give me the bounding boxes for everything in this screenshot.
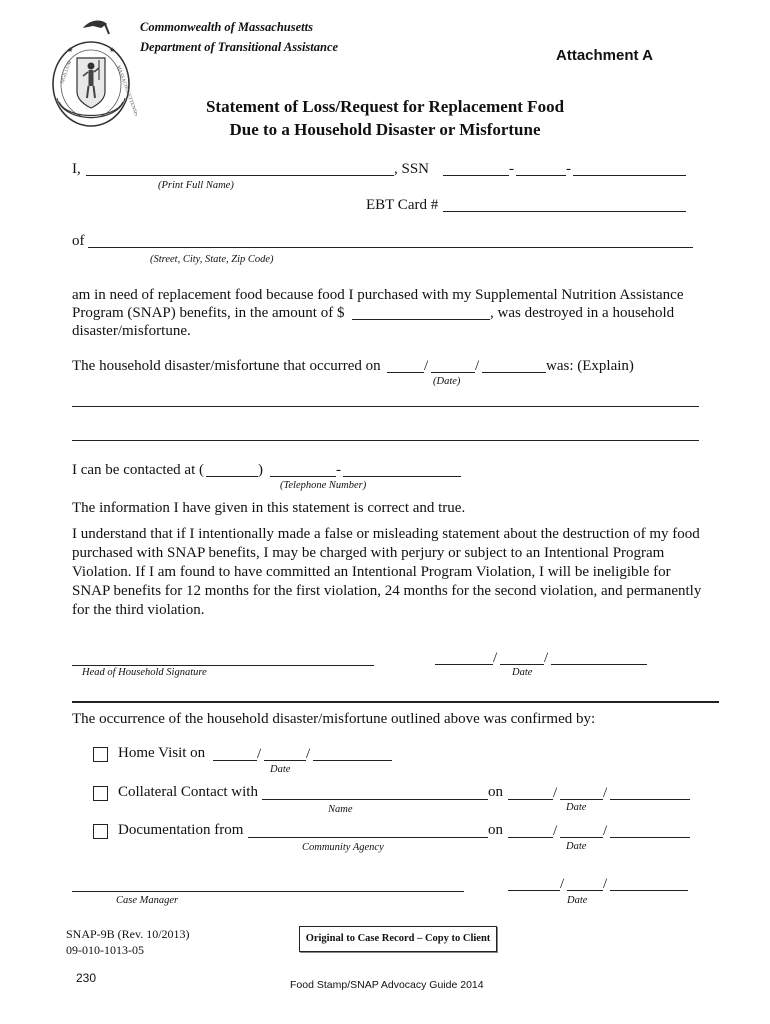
name-caption: (Print Full Name): [158, 180, 234, 191]
collateral-name-caption: Name: [328, 804, 353, 815]
form-code: 09-010-1013-05: [66, 943, 144, 957]
home-visit-day-field[interactable]: [264, 760, 306, 761]
svg-text:MASSACHUSETTENSIS: MASSACHUSETTENSIS: [115, 64, 137, 118]
documentation-date-caption: Date: [566, 841, 587, 852]
case-manager-date-caption: Date: [567, 895, 588, 906]
documentation-year-field[interactable]: [610, 837, 690, 838]
need-line-2a: Program (SNAP) benefits, in the amount of $: [72, 305, 345, 321]
collateral-day-field[interactable]: [560, 799, 603, 800]
phone-number-field[interactable]: [343, 476, 461, 477]
phone-caption: (Telephone Number): [280, 480, 367, 491]
disaster-day-field[interactable]: [431, 372, 475, 373]
address-caption: (Street, City, State, Zip Code): [150, 254, 274, 265]
attachment-label: Attachment A: [556, 47, 653, 64]
ssn-separator-1: -: [509, 161, 514, 177]
confirmation-intro: The occurrence of the household disaster/misfortune outlined above was confirmed by:: [72, 711, 596, 727]
understand-line: I understand that if I intentionally made a false or misleading statement about the destruction of my food: [72, 526, 700, 542]
agency-line-1: Commonwealth of Massachusetts: [140, 20, 313, 34]
home-visit-year-field[interactable]: [313, 760, 392, 761]
svg-text:SIGILLUM: SIGILLUM: [60, 60, 74, 85]
signature-field[interactable]: [72, 665, 374, 666]
home-visit-checkbox[interactable]: [93, 747, 108, 762]
signature-caption: Head of Household Signature: [82, 667, 207, 678]
form-title-line-1: Statement of Loss/Request for Replacement Food: [205, 97, 565, 116]
collateral-contact-label: Collateral Contact with: [118, 784, 258, 800]
signature-date-sep-1: /: [493, 650, 498, 666]
ssn-label: , SSN: [394, 161, 430, 177]
form-title-line-2: Due to a Household Disaster or Misfortune: [229, 120, 541, 139]
collateral-name-field[interactable]: [262, 799, 488, 800]
phone-prefix-field[interactable]: [270, 476, 336, 477]
need-line-1: am in need of replacement food because food I purchased with my Supplemental Nutrition Assistance: [72, 287, 684, 303]
guide-title: Food Stamp/SNAP Advocacy Guide 2014: [290, 979, 484, 991]
form-id: SNAP-9B (Rev. 10/2013): [66, 927, 190, 941]
page-number: 230: [76, 971, 97, 985]
collateral-contact-checkbox[interactable]: [93, 786, 108, 801]
home-visit-sep-1: /: [257, 746, 262, 762]
full-name-field[interactable]: [86, 175, 394, 176]
collateral-year-field[interactable]: [610, 799, 690, 800]
home-visit-month-field[interactable]: [213, 760, 257, 761]
documentation-sep-2: /: [603, 823, 608, 839]
understand-line: Violation. If I am found to have committed an Intentional Program Violation, I will be ineligible for: [72, 564, 671, 580]
documentation-checkbox[interactable]: [93, 824, 108, 839]
svg-text:★: ★: [67, 46, 74, 54]
signature-date-sep-2: /: [544, 650, 549, 666]
svg-text:★: ★: [109, 46, 116, 54]
signature-date-caption: Date: [512, 667, 533, 678]
contact-dash: -: [336, 462, 341, 478]
documentation-label: Documentation from: [118, 822, 244, 838]
understand-line: purchased with SNAP benefits, I may be charged with perjury or subject to an Intentional Program: [72, 545, 665, 561]
signature-day-field[interactable]: [500, 664, 544, 665]
case-manager-caption: Case Manager: [116, 895, 179, 906]
disaster-suffix: was: (Explain): [546, 358, 634, 374]
correct-statement: The information I have given in this statement is correct and true.: [72, 500, 466, 516]
agency-line-2: Department of Transitional Assistance: [140, 40, 339, 54]
ssn-field-1[interactable]: [443, 175, 509, 176]
documentation-sep-1: /: [553, 823, 558, 839]
disaster-text: The household disaster/misfortune that occurred on: [72, 358, 381, 374]
ebt-card-field[interactable]: [443, 211, 686, 212]
disaster-month-field[interactable]: [387, 372, 424, 373]
case-manager-sep-2: /: [603, 876, 608, 892]
disaster-sep-1: /: [424, 358, 429, 374]
explain-line-1[interactable]: [72, 406, 699, 407]
address-prefix: of: [72, 233, 85, 249]
amount-field[interactable]: [352, 319, 490, 320]
documentation-on: on: [488, 822, 503, 838]
collateral-month-field[interactable]: [508, 799, 553, 800]
ssn-field-3[interactable]: [573, 175, 686, 176]
signature-year-field[interactable]: [551, 664, 647, 665]
address-field[interactable]: [88, 247, 693, 248]
ssn-field-2[interactable]: [516, 175, 566, 176]
home-visit-date-caption: Date: [270, 764, 291, 775]
disaster-date-caption: (Date): [433, 376, 461, 387]
section-divider: [72, 701, 719, 703]
documentation-day-field[interactable]: [560, 837, 603, 838]
home-visit-label: Home Visit on: [118, 745, 206, 761]
disaster-year-field[interactable]: [482, 372, 546, 373]
case-manager-field[interactable]: [72, 891, 464, 892]
routing-box: Original to Case Record – Copy to Client: [299, 926, 497, 952]
understand-line: for the third violation.: [72, 602, 205, 618]
contact-close-paren: ): [258, 462, 263, 478]
collateral-sep-2: /: [603, 785, 608, 801]
understand-line: SNAP benefits for 12 months for the first violation, 24 months for the second violation, and permanently: [72, 583, 702, 599]
documentation-month-field[interactable]: [508, 837, 553, 838]
community-agency-field[interactable]: [248, 837, 488, 838]
explain-line-2[interactable]: [72, 440, 699, 441]
disaster-sep-2: /: [475, 358, 480, 374]
need-line-2b: , was destroyed in a household: [490, 305, 675, 321]
need-line-3: disaster/misfortune.: [72, 323, 191, 339]
case-manager-day-field[interactable]: [567, 890, 603, 891]
case-manager-month-field[interactable]: [508, 890, 560, 891]
ssn-separator-2: -: [566, 161, 571, 177]
signature-month-field[interactable]: [435, 664, 493, 665]
case-manager-sep-1: /: [560, 876, 565, 892]
agency-caption: Community Agency: [302, 842, 384, 853]
ebt-label: EBT Card #: [366, 197, 439, 213]
case-manager-year-field[interactable]: [610, 890, 688, 891]
collateral-sep-1: /: [553, 785, 558, 801]
home-visit-sep-2: /: [306, 746, 311, 762]
collateral-date-caption: Date: [566, 802, 587, 813]
name-prefix: I,: [72, 161, 81, 177]
area-code-field[interactable]: [206, 476, 258, 477]
collateral-on: on: [488, 784, 503, 800]
contact-text: I can be contacted at (: [72, 462, 205, 478]
